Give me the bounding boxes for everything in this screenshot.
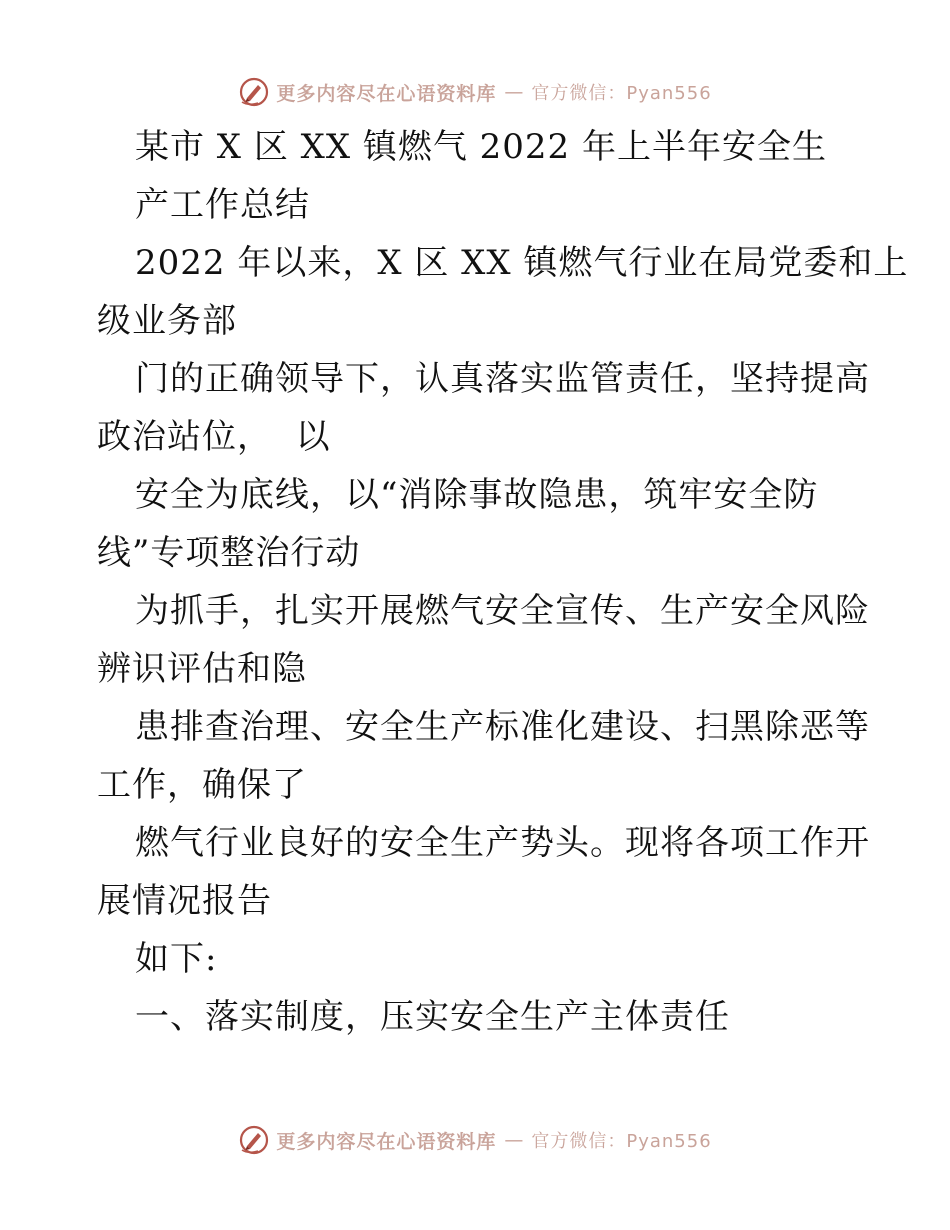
pen-logo-icon [238, 76, 270, 108]
paragraph-line: 2022 年以来，X 区 XX 镇燃气行业在局党委和上 [135, 243, 909, 283]
paragraph-line: 工作，确保了 [97, 765, 307, 805]
watermark-header [0, 72, 950, 112]
watermark-footer [0, 1120, 950, 1160]
watermark-contact-text: 官方微信：Pyan556 [531, 83, 712, 104]
paragraph-line: 级业务部 [97, 301, 237, 341]
pen-logo-icon [238, 1124, 270, 1156]
paragraph-line: 患排查治理、安全生产标准化建设、扫黑除恶等 [135, 707, 870, 747]
paragraph-line: 如下: [135, 939, 218, 979]
paragraph-line: 辨识评估和隐 [97, 649, 307, 689]
paragraph-line: 燃气行业良好的安全生产势头。现将各项工作开 [135, 823, 870, 863]
document-title-line: 产工作总结 [135, 185, 310, 225]
document-title-line: 某市 X 区 XX 镇燃气 2022 年上半年安全生 [135, 127, 827, 167]
watermark-contact-text: 官方微信：Pyan556 [531, 1131, 712, 1152]
watermark-main-text: 更多内容尽在心语资料库 [276, 82, 497, 105]
paragraph-line: 门的正确领导下，认真落实监管责任，坚持提高 [135, 359, 870, 399]
watermark-separator: — [504, 81, 524, 103]
paragraph-line: 线”专项整治行动 [97, 533, 361, 573]
watermark-separator: — [504, 1129, 524, 1151]
document-body [97, 118, 909, 1046]
paragraph-line: 为抓手，扎实开展燃气安全宣传、生产安全风险 [135, 591, 870, 631]
paragraph-line: 展情况报告 [97, 881, 272, 921]
section-heading: 一、落实制度，压实安全生产主体责任 [135, 997, 730, 1037]
paragraph-line: 安全为底线，以“消除事故隐患，筑牢安全防 [135, 475, 819, 515]
watermark-main-text: 更多内容尽在心语资料库 [276, 1130, 497, 1153]
paragraph-line: 政治站位， 以 [97, 417, 331, 457]
